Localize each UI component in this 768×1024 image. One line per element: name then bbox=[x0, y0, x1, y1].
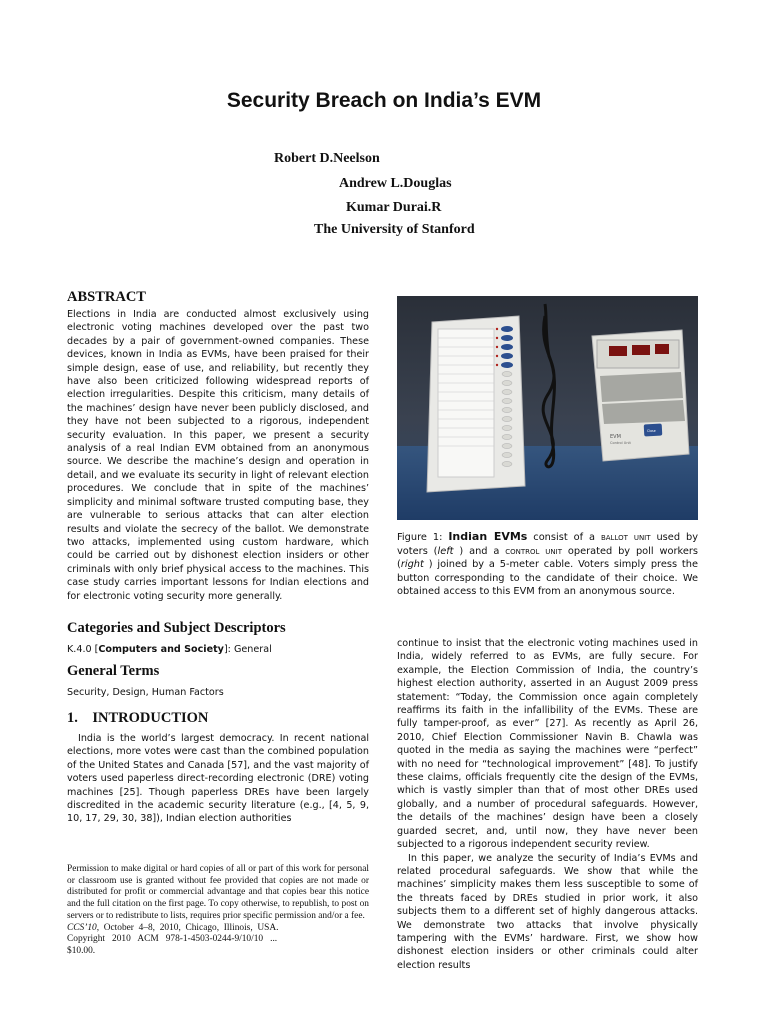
evm-illustration bbox=[397, 296, 698, 520]
categories-rest: ]: General bbox=[223, 644, 272, 655]
abstract-text bbox=[67, 308, 369, 603]
affiliation: The University of Stanford bbox=[314, 222, 475, 237]
caption-part: ) and a bbox=[453, 545, 506, 557]
close-button-label: Close bbox=[647, 429, 656, 433]
caption-part: ) joined by a 5-meter cable. Voters simply press the button corresponding to the candidate of their choice. We obtained access to this EVM from an anonymous source. bbox=[397, 559, 698, 598]
intro-heading: 1. INTRODUCTION bbox=[67, 710, 209, 726]
conference-name: CCS’10 bbox=[67, 922, 97, 933]
paper-title: Security Breach on India’s EVM bbox=[226, 89, 542, 112]
right-paragraph-1: continue to insist that the electronic voting machines used in India, widely referred to as EVMs, are fully secure. For example, the Election Commission of India, the country’s highest election authority, asserted in an August 2009 press statement: “Today, the Commission once again completely reaffirms its faith in the infallibility of the EVMs. These are fully tamper-proof, as ever” [27]. As recently as April 26, 2010, Chief Election Commissioner Navin B. Chawla was quoted in the media as saying the machines were “perfect” with no need for “technological improvement” [48]. To justify these claims, officials frequently cite the design of the EVMs, which is vastly simpler than that of most other DREs used globally, and a number of procedural safeguards. However, the details of the machines’ design have been a closely guarded secret, and, until now, they have never been subjected to a rigorous independent security review. bbox=[397, 638, 698, 851]
ballot-unit bbox=[427, 316, 525, 492]
right-column-text bbox=[397, 637, 698, 972]
control-unit bbox=[592, 330, 689, 461]
categories-line bbox=[67, 643, 369, 656]
abstract-paragraph: Elections in India are conducted almost exclusively using electronic voting machines developed over the past two decades by a pair of government-owned companies. These devices, known in India as EVMs, have been praised for their simple design, ease of use, and reliability, but recently they have also been criticized following widespread reports of election irregularities. Despite this criticism, many details of the machines’ design have never been publicly disclosed, and they have not been subjected to a rigorous, independent security evaluation. In this paper, we present a security analysis of a real Indian EVM obtained from an anonymous source. We describe the machine’s design and operation in detail, and we evaluate its security in light of relevant election procedures. We conclude that in spite of the machines’ simplicity and minimal software trusted computing base, they are vulnerable to serious attacks that can alter election results and violate the secrecy of the ballot. We demonstrate two attacks, implemented using custom hardware, which could be carried out by dishonest election insiders or other criminals with only brief physical access to the machines. This case study carries important lessons for Indian elections and for electronic voting security more generally. bbox=[67, 309, 369, 602]
caption-smallcaps-control: control unit bbox=[505, 545, 562, 557]
copyright-line: Copyright 2010 ACM 978-1-4503-0244-9/10/10 ... bbox=[67, 934, 278, 945]
price-line: $10.00. bbox=[67, 945, 96, 956]
caption-part: operated by poll workers ( bbox=[397, 545, 698, 571]
caption-italic-left: left bbox=[437, 545, 454, 557]
categories-code: K.4.0 [ bbox=[67, 644, 99, 655]
intro-paragraph: India is the world’s largest democracy. In recent national elections, more votes were cast than the combined population of the United States and Canada [57], and the vast majority of voters used paperless direct-recording electronic (DRE) voting machines [25]. Though paperless DREs have been largely discredited in the academic security literature (e.g., [4, 5, 9, 10, 17, 29, 30, 38]), Indian election authorities bbox=[67, 733, 369, 825]
permission-text: Permission to make digital or hard copies of all or part of this work for personal or classroom use is granted without fee provided that copies are not made or distributed for profit or commercial advantage and that copies bear this notice and the full citation on the first page. To copy otherwise, to republish, to post on servers or to redistribute to lists, requires prior specific permission and/or a fee. bbox=[67, 864, 369, 921]
caption-paragraph bbox=[397, 530, 698, 599]
evm-photo bbox=[397, 296, 698, 520]
intro-text bbox=[67, 732, 369, 826]
general-terms-text bbox=[67, 686, 369, 699]
author-1: Robert D.Neelson bbox=[274, 151, 380, 166]
unit-label: Control Unit bbox=[610, 441, 631, 445]
panel-label: EVM bbox=[610, 434, 621, 440]
caption-part: consist of a bbox=[527, 532, 601, 543]
categories-text bbox=[67, 643, 369, 656]
figure-label: Figure 1: bbox=[397, 532, 443, 543]
caption-smallcaps-ballot: ballot unit bbox=[600, 532, 651, 543]
conference-line bbox=[67, 923, 369, 935]
categories-heading: Categories and Subject Descriptors bbox=[67, 620, 286, 636]
author-2: Andrew L.Douglas bbox=[339, 176, 452, 191]
categories-bold: Computers and Society bbox=[98, 644, 224, 655]
abstract-heading: ABSTRACT bbox=[67, 289, 146, 305]
permission-notice bbox=[67, 864, 369, 958]
caption-bold: Indian EVMs bbox=[448, 530, 528, 543]
conference-details: , October 4–8, 2010, Chicago, Illinois, USA. bbox=[96, 922, 279, 933]
caption-italic-right: right bbox=[400, 559, 424, 571]
general-terms-heading: General Terms bbox=[67, 663, 160, 679]
caption-part: used by voters ( bbox=[397, 532, 698, 557]
general-terms-line: Security, Design, Human Factors bbox=[67, 687, 224, 698]
right-paragraph-2: In this paper, we analyze the security of India’s EVMs and related procedural safeguards. We show that while the machines’ simplicity makes them less susceptible to some of the threats faced by DREs studied in prior work, it also subjects them to a different set of highly dangerous attacks. We demonstrate two attacks that involve physically tampering with the EVMs’ hardware. First, we show how dishonest election insiders or other criminals could alter election results bbox=[397, 852, 698, 971]
author-3: Kumar Durai.R bbox=[346, 200, 442, 215]
figure-caption bbox=[397, 530, 698, 599]
